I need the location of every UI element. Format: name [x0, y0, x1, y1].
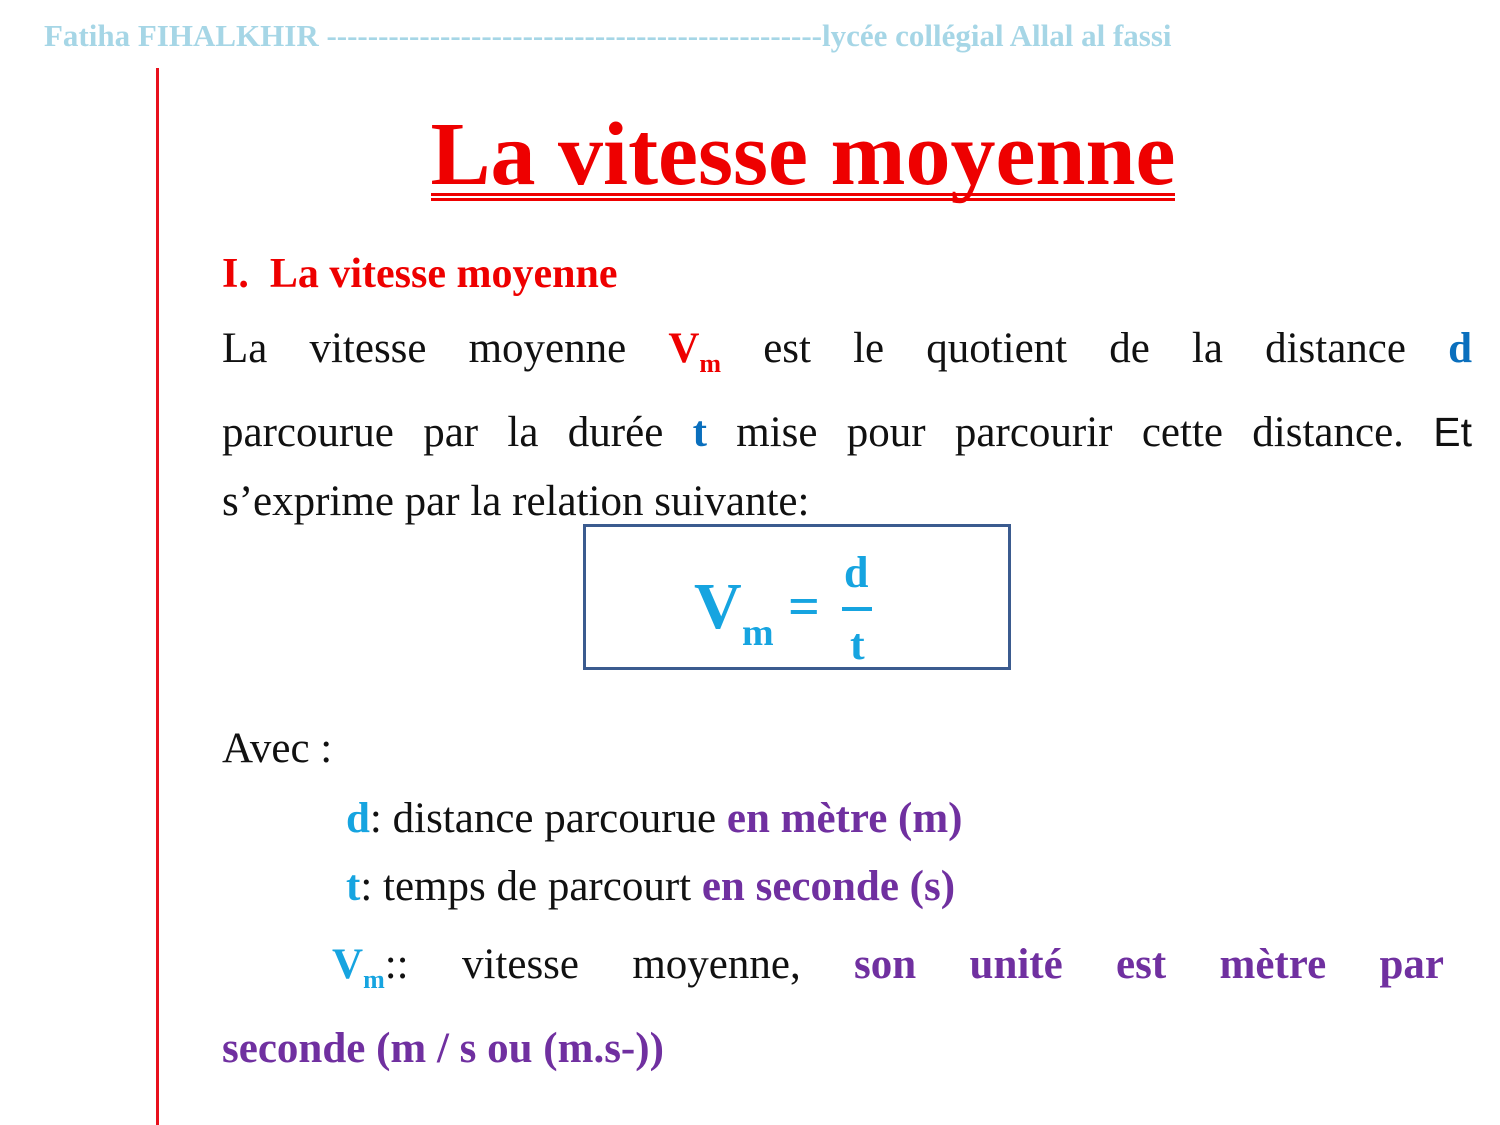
section-number: I. — [222, 251, 249, 297]
paragraph-text: mise pour parcourir cette distance. — [706, 409, 1434, 456]
page-title-text: La vitesse moyenne — [430, 105, 1176, 204]
definition-paragraph — [222, 314, 1472, 536]
d-def-unit: en mètre (m) — [726, 795, 963, 842]
d-def-text: : distance parcourue — [369, 795, 727, 842]
vm-def-symbol — [332, 941, 385, 994]
vm-def-v: V — [332, 941, 364, 988]
vm-def-unit-2: seconde (m / s ou (m.s-)) — [222, 1025, 664, 1072]
paragraph-line-3: s’exprime par la relation suivante: — [222, 478, 810, 525]
section-label: La vitesse moyenne — [269, 251, 618, 297]
formula-numerator: d — [844, 548, 869, 597]
fraction-bar — [842, 607, 872, 611]
vm-symbol — [668, 325, 722, 378]
vm-def-unit-1: son unité est mètre par — [854, 941, 1444, 988]
section-heading — [222, 250, 618, 298]
paragraph-text: parcourue par la durée — [222, 409, 693, 456]
vm-def-text: :: vitesse moyenne, — [384, 941, 855, 988]
vm-v: V — [668, 325, 700, 372]
t-def-symbol: t — [346, 863, 361, 910]
page-title — [380, 105, 1226, 204]
vm-def-line-1 — [222, 930, 1444, 1014]
definition-vm — [222, 930, 1444, 1083]
formula-box — [583, 524, 1011, 670]
paragraph-et: Et — [1433, 409, 1472, 455]
avec-label: Avec : — [222, 725, 333, 772]
definition-d — [346, 794, 962, 843]
formula-denominator: t — [850, 620, 865, 669]
paragraph-text: La vitesse moyenne — [222, 325, 669, 372]
margin-line — [156, 68, 159, 1125]
paragraph-line-1 — [222, 314, 1472, 398]
formula-v: V — [694, 570, 742, 643]
t-def-unit: en seconde (s) — [701, 863, 956, 910]
definition-t — [346, 862, 955, 911]
vm-def-subscript: m — [363, 965, 385, 994]
t-def-text: : temps de parcourt — [360, 863, 702, 910]
vm-subscript: m — [699, 349, 722, 378]
paragraph-text: est le quotient de la distance — [721, 325, 1449, 372]
t-symbol: t — [692, 409, 707, 456]
paragraph-line-2 — [222, 398, 1472, 467]
d-def-symbol: d — [346, 795, 370, 842]
page-header: Fatiha FIHALKHIR ------------------------------------------------lycée collégial Allal al fassi — [44, 18, 1172, 53]
formula-equals: = — [788, 576, 820, 638]
formula-m-subscript: m — [742, 612, 774, 654]
d-symbol: d — [1448, 325, 1472, 372]
